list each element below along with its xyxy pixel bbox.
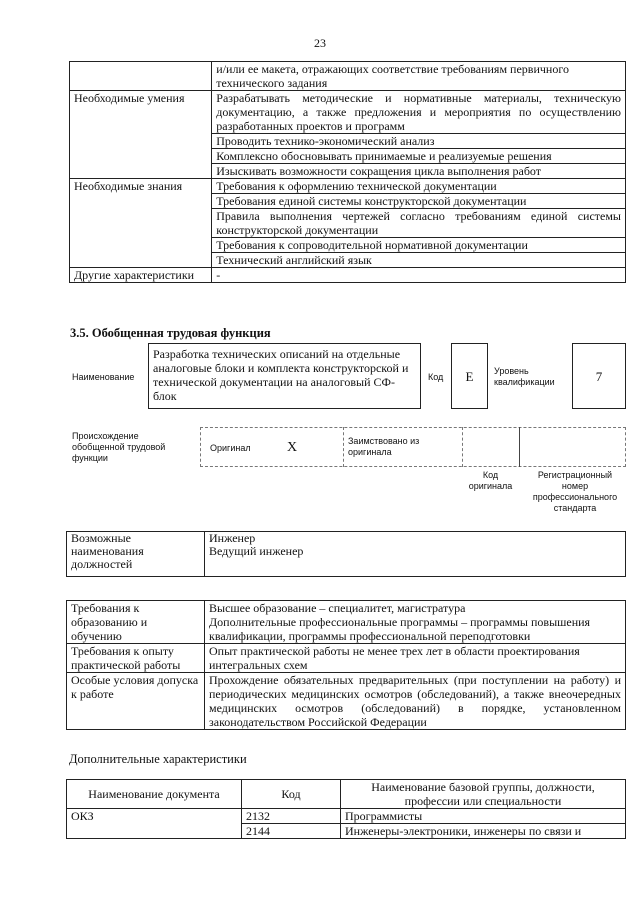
code-value: E xyxy=(451,343,488,409)
page-number: 23 xyxy=(314,36,326,50)
req-label: Требования к опыту практической работы xyxy=(67,644,205,673)
skill-item: Разрабатывать методические и нормативные материалы, техническую документацию, а также предложения и мероприятия по осуществлению разработанных проектов и программ xyxy=(212,91,625,134)
original-mark: X xyxy=(287,440,298,455)
knowledge-item: Технический английский язык xyxy=(216,253,372,267)
requirements-table xyxy=(66,600,626,730)
positions-values xyxy=(205,532,626,577)
origin-label: Происхождение обобщенной трудовой функции xyxy=(72,431,166,463)
knowledge-item: Требования единой системы конструкторской документации xyxy=(212,194,625,209)
skill-item: Комплексно обосновывать принимаемые и реализуемые решения xyxy=(212,149,625,164)
reg-number-caption: Регистрационный номер профессионального стандарта xyxy=(532,470,618,513)
row-name: Программисты xyxy=(341,809,626,824)
req-values xyxy=(205,601,626,644)
other-value: - xyxy=(212,268,626,283)
additional-table xyxy=(66,779,626,839)
col-header-code: Код xyxy=(242,780,341,809)
col-header-name: Наименование базовой группы, должности, профессии или специальности xyxy=(341,780,626,809)
skills-table xyxy=(69,61,626,283)
knowledge-item: Требования к сопроводительной нормативной документации xyxy=(212,238,625,253)
section-heading: 3.5. Обобщенная трудовая функция xyxy=(70,326,271,340)
orig-code-caption: Код оригинала xyxy=(468,470,513,491)
skills-list xyxy=(212,91,626,179)
req-item: Высшее образование – специалитет, магистратура xyxy=(209,601,466,615)
code-label: Код xyxy=(428,372,444,382)
req-item: Прохождение обязательных предварительных (при поступлении на работу) и периодических медицинских осмотров (обследований), а также внеочередных медицинских осмотров (обследований) в порядке, установленном законодательством Российской Федерации xyxy=(209,673,621,729)
positions-table xyxy=(66,531,626,577)
skills-label: Необходимые умения xyxy=(70,91,212,179)
original-label: Оригинал xyxy=(210,443,251,453)
name-value: Разработка технических описаний на отдельные аналоговые блоки и комплекта конструкторской и технической документации на аналоговый СФ-блок xyxy=(148,343,421,409)
req-item: Опыт практической работы не менее трех лет в области проектирования интегральных схем xyxy=(209,644,580,672)
other-label: Другие характеристики xyxy=(70,268,212,283)
skill-item: Проводить технико-экономический анализ xyxy=(212,134,625,149)
row-code: 2132 xyxy=(242,809,341,824)
additional-heading: Дополнительные характеристики xyxy=(69,752,247,766)
position-item: Ведущий инженер xyxy=(209,544,304,558)
level-label: Уровень квалификации xyxy=(494,366,555,387)
row-name: Инженеры-электроники, инженеры по связи и xyxy=(341,824,626,839)
req-values xyxy=(205,644,626,673)
continuation-text: и/или ее макета, отражающих соответствие требованиям первичного технического задания xyxy=(212,62,626,91)
knowledge-label: Необходимые знания xyxy=(70,179,212,268)
req-label: Требования к образованию и обучению xyxy=(67,601,205,644)
knowledge-item: Правила выполнения чертежей согласно требованиям единой системы конструкторской документации xyxy=(212,209,625,238)
row-doc: ОКЗ xyxy=(67,809,242,839)
borrowed-label: Заимствовано из оригинала xyxy=(348,436,420,457)
level-value: 7 xyxy=(572,343,626,409)
col-header-doc: Наименование документа xyxy=(67,780,242,809)
name-label: Наименование xyxy=(72,372,135,382)
req-item: Дополнительные профессиональные программы – программы повышения квалификации, программы профессиональной переподготовки xyxy=(209,615,591,643)
req-values xyxy=(205,673,626,730)
skill-item: Изыскивать возможности сокращения цикла выполнения работ xyxy=(216,164,542,178)
positions-label: Возможные наименования должностей xyxy=(67,532,205,577)
req-label: Особые условия допуска к работе xyxy=(67,673,205,730)
knowledge-item: Требования к оформлению технической документации xyxy=(212,179,625,194)
position-item: Инженер xyxy=(209,531,256,545)
knowledge-list xyxy=(212,179,626,268)
row-code: 2144 xyxy=(242,824,341,839)
